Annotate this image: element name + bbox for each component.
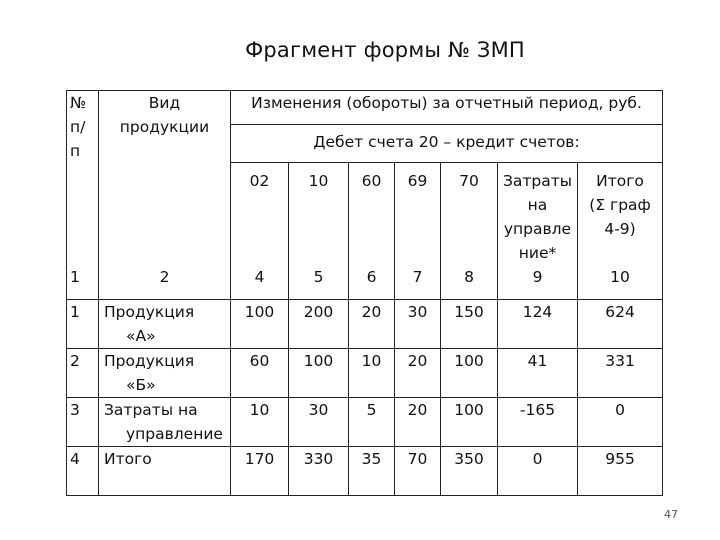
row-value: 100 xyxy=(289,348,349,397)
row-product: Затраты на управление xyxy=(99,397,231,446)
row-value: 624 xyxy=(578,299,663,348)
row-value: 70 xyxy=(395,446,441,495)
row-value: 0 xyxy=(498,446,578,495)
account-code: 70 xyxy=(441,163,498,266)
row-value: 100 xyxy=(231,299,289,348)
row-value: 41 xyxy=(498,348,578,397)
header-changes: Изменения (обороты) за отчетный период, руб. xyxy=(231,91,663,125)
table-row xyxy=(67,348,663,397)
row-value: 5 xyxy=(349,397,395,446)
header-costs-col: Затраты на управле ние* xyxy=(498,163,578,266)
row-value: 30 xyxy=(289,397,349,446)
column-number: 6 xyxy=(349,265,395,299)
row-value: 124 xyxy=(498,299,578,348)
row-value: 955 xyxy=(578,446,663,495)
row-value: 0 xyxy=(578,397,663,446)
row-number: 2 xyxy=(67,348,99,397)
row-product: Продукция «Б» xyxy=(99,348,231,397)
row-value: 20 xyxy=(395,348,441,397)
table-row xyxy=(67,397,663,446)
account-code: 02 xyxy=(231,163,289,266)
row-number: 3 xyxy=(67,397,99,446)
row-value: 10 xyxy=(231,397,289,446)
row-value: 30 xyxy=(395,299,441,348)
header-num-col: № п/ п xyxy=(67,91,99,266)
row-value: 330 xyxy=(289,446,349,495)
table-row xyxy=(67,446,663,495)
column-number: 5 xyxy=(289,265,349,299)
column-number: 1 xyxy=(67,265,99,299)
row-value: 60 xyxy=(231,348,289,397)
row-value: 150 xyxy=(441,299,498,348)
row-number: 1 xyxy=(67,299,99,348)
row-value: 20 xyxy=(349,299,395,348)
row-value: 10 xyxy=(349,348,395,397)
row-product: Продукция «А» xyxy=(99,299,231,348)
row-product: Итого xyxy=(99,446,231,495)
row-value: 20 xyxy=(395,397,441,446)
row-value: 200 xyxy=(289,299,349,348)
row-value: 170 xyxy=(231,446,289,495)
row-value: 100 xyxy=(441,348,498,397)
page-number: 47 xyxy=(664,508,678,521)
form-table xyxy=(66,90,663,496)
column-number: 8 xyxy=(441,265,498,299)
column-number: 2 xyxy=(99,265,231,299)
account-code: 60 xyxy=(349,163,395,266)
header-product-col: Вид продукции xyxy=(99,91,231,266)
row-value: 350 xyxy=(441,446,498,495)
row-value: 331 xyxy=(578,348,663,397)
column-number: 4 xyxy=(231,265,289,299)
column-number: 9 xyxy=(498,265,578,299)
account-code: 10 xyxy=(289,163,349,266)
column-number: 7 xyxy=(395,265,441,299)
table-row xyxy=(67,299,663,348)
header-debit: Дебет счета 20 – кредит счетов: xyxy=(231,125,663,163)
header-total-col: Итого (Σ граф 4-9) xyxy=(578,163,663,266)
column-number: 10 xyxy=(578,265,663,299)
row-number: 4 xyxy=(67,446,99,495)
row-value: -165 xyxy=(498,397,578,446)
page-title: Фрагмент формы № ЗМП xyxy=(245,38,525,62)
account-code: 69 xyxy=(395,163,441,266)
row-value: 35 xyxy=(349,446,395,495)
row-value: 100 xyxy=(441,397,498,446)
